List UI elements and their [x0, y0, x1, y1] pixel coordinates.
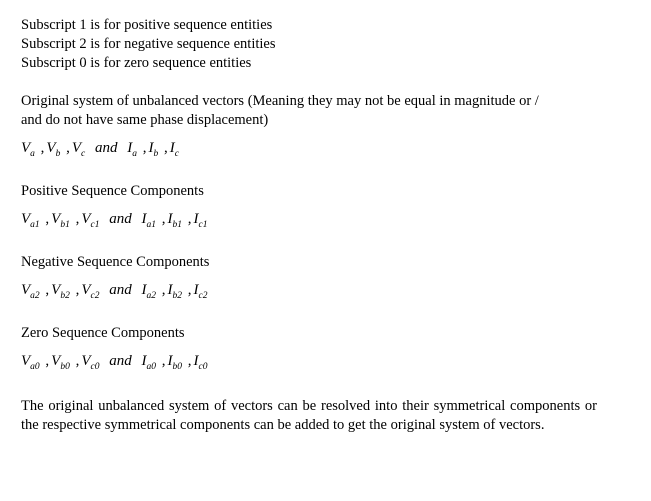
separator: , [161, 353, 166, 369]
separator: , [40, 140, 45, 156]
negative-sequence-heading: Negative Sequence Components [21, 254, 210, 270]
voltage-symbol: V [21, 211, 31, 227]
positive-sequence-heading: Positive Sequence Components [21, 183, 204, 199]
current-symbol: I [193, 211, 199, 227]
subscript: c [81, 149, 86, 159]
current-symbol: I [141, 353, 147, 369]
current-symbol: I [148, 140, 154, 156]
separator: , [161, 282, 166, 298]
subscript-0-note: Subscript 0 is for zero sequence entities [21, 55, 252, 71]
separator: , [45, 211, 50, 227]
zero-sequence-equation [21, 351, 601, 377]
voltage-symbol: V [21, 140, 31, 156]
subscript: a [30, 149, 35, 159]
subscript: b2 [60, 291, 70, 301]
current-symbol: I [167, 353, 173, 369]
subscript: c [174, 149, 179, 159]
separator: , [75, 282, 80, 298]
and-word: and [109, 211, 132, 227]
subscript: c1 [198, 220, 208, 230]
separator: , [66, 140, 70, 156]
subscript: a0 [146, 362, 156, 372]
separator: , [142, 140, 147, 156]
current-symbol: I [141, 211, 147, 227]
and-word: and [94, 140, 118, 156]
current-symbol: I [193, 282, 199, 298]
document-body [21, 16, 601, 434]
separator: , [45, 282, 50, 298]
separator: , [163, 140, 168, 156]
spacer [21, 73, 601, 92]
voltage-symbol: V [21, 353, 31, 369]
voltage-symbol: V [81, 282, 91, 298]
subscript: a [132, 149, 137, 159]
voltage-symbol: V [81, 353, 91, 369]
current-symbol: I [127, 140, 133, 156]
subscript: b1 [172, 220, 182, 230]
subscript: c1 [90, 220, 100, 230]
subscript-2-note: Subscript 2 is for negative sequence entities [21, 36, 276, 52]
separator: , [187, 211, 192, 227]
and-word: and [109, 282, 132, 298]
original-system-equation [21, 138, 601, 164]
current-symbol: I [141, 282, 147, 298]
subscript: a1 [146, 220, 156, 230]
voltage-symbol: V [71, 140, 82, 156]
subscript: a2 [146, 291, 156, 301]
original-system-text-line-2: and do not have same phase displacement) [21, 112, 269, 128]
voltage-symbol: V [51, 353, 61, 369]
separator: , [45, 353, 50, 369]
separator: , [75, 211, 80, 227]
subscript: a0 [30, 362, 40, 372]
voltage-symbol: V [81, 211, 91, 227]
subscript: b [55, 149, 61, 159]
conclusion-paragraph: The original unbalanced system of vectors can be resolved into their symmetrical components or the respective symmetrical components can be added to get the original system of vectors. [21, 398, 597, 433]
subscript: b [153, 149, 159, 159]
voltage-symbol: V [46, 140, 56, 156]
zero-sequence-heading: Zero Sequence Components [21, 325, 185, 341]
subscript-1-note: Subscript 1 is for positive sequence entities [21, 17, 273, 33]
subscript: a1 [30, 220, 40, 230]
and-word: and [109, 353, 132, 369]
subscript: c2 [90, 291, 100, 301]
voltage-symbol: V [21, 282, 31, 298]
subscript: c0 [90, 362, 100, 372]
separator: , [161, 211, 166, 227]
positive-sequence-equation [21, 209, 601, 235]
voltage-symbol: V [51, 282, 61, 298]
negative-sequence-equation [21, 280, 601, 306]
voltage-symbol: V [51, 211, 61, 227]
current-symbol: I [193, 353, 199, 369]
current-symbol: I [167, 211, 173, 227]
current-symbol: I [167, 282, 173, 298]
original-system-text-line-1: Original system of unbalanced vectors (Meaning they may not be equal in magnitude or / [21, 93, 539, 109]
separator: , [75, 353, 80, 369]
subscript: c0 [198, 362, 208, 372]
subscript: b2 [172, 291, 182, 301]
subscript: b0 [60, 362, 70, 372]
subscript: b1 [60, 220, 70, 230]
current-symbol: I [169, 140, 175, 156]
subscript: b0 [172, 362, 182, 372]
subscript: c2 [198, 291, 208, 301]
separator: , [187, 353, 192, 369]
separator: , [187, 282, 192, 298]
subscript: a2 [30, 291, 40, 301]
